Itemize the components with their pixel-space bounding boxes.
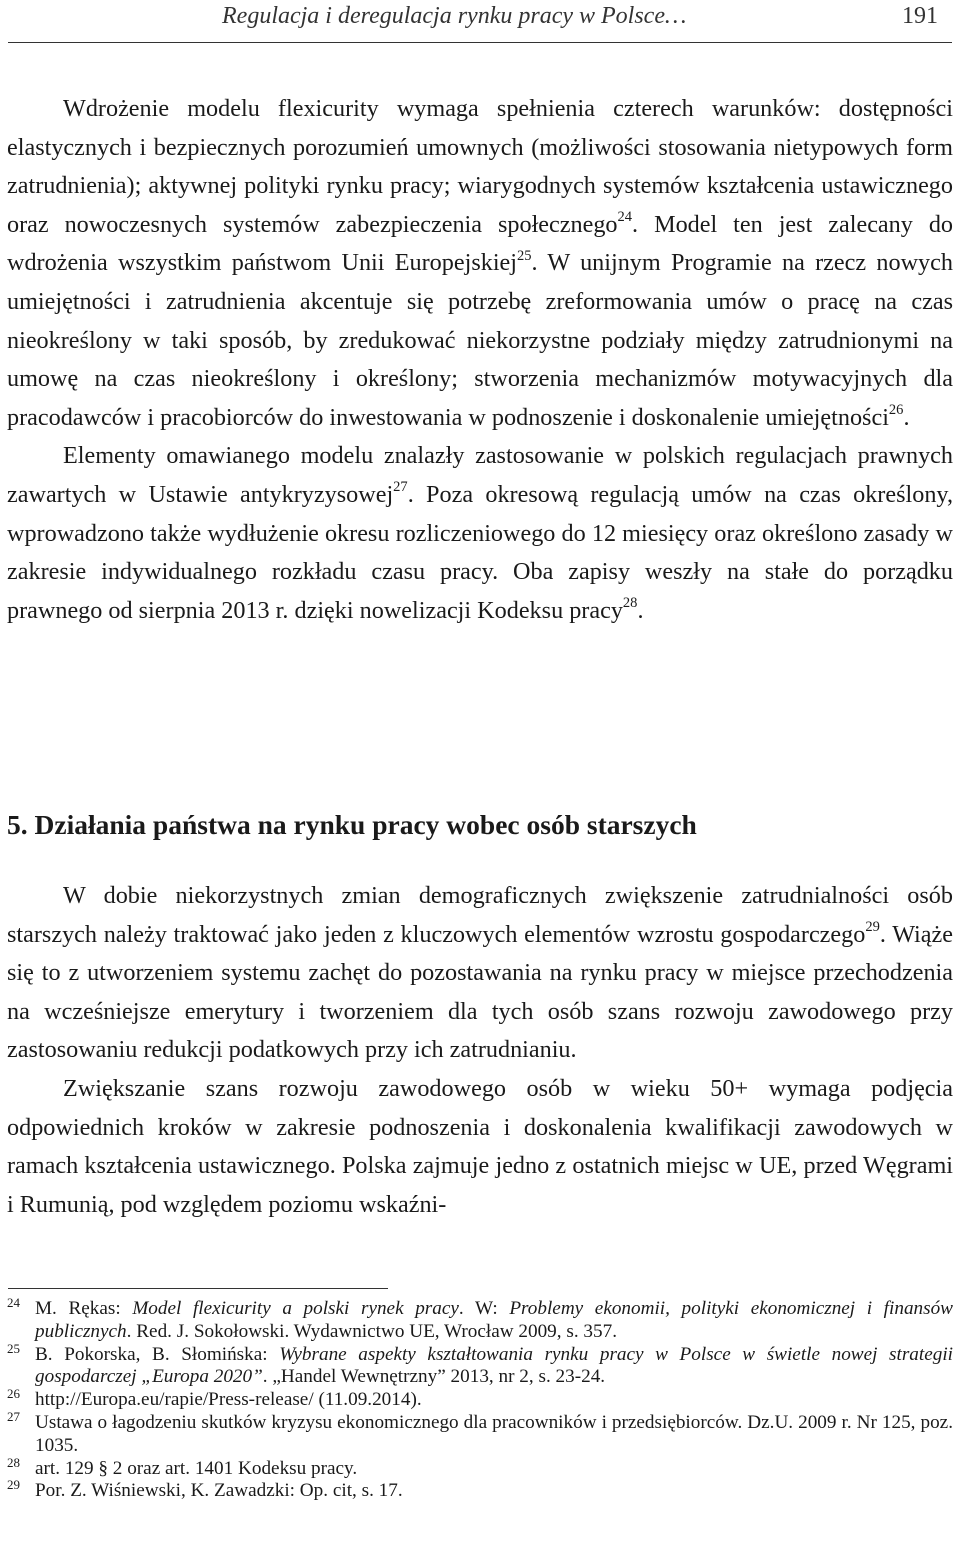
footnote-number: 26 [7,1386,20,1402]
body-text-block [7,877,953,1224]
footnote-number: 29 [7,1477,20,1493]
footnote-ref-29[interactable]: 29 [865,919,880,936]
footnote-number: 27 [7,1408,20,1424]
footnote-title: Model flexicurity a polski rynek pracy [132,1298,459,1319]
paragraph [7,437,953,630]
footnote-divider [8,1288,388,1289]
text-run: Elementy omawianego modelu znalazły zastosowanie w polskich regulacjach prawnych zawartych w Ustawie antykryzysowej [7,442,953,508]
footnote-27 [0,1408,953,1458]
text-run: . Poza okresową regulacją umów na czas określony, wprowadzono także wydłużenie okresu rozliczeniowego do 12 miesięcy oraz określono zasady w zakresie indywidualnego rozkładu czasu pracy. Oba zapisy weszły na stałe do porządku prawnego od sierpnia 2013 r. dzięki nowelizacji Kodeksu pracy [7,480,953,624]
footnote-number: 24 [7,1295,20,1310]
body-text-block [7,90,953,630]
footnote-ref-27[interactable]: 27 [393,479,408,496]
text-run: . Model ten jest zalecany do wdrożenia wszystkim państwom Unii Europejskiej [7,210,954,277]
page-number: 191 [902,3,938,29]
footnote-number: 28 [7,1454,20,1470]
running-title: Regulacja i deregulacja rynku pracy w Polsce… [222,3,687,29]
footnote-ref-25[interactable]: 25 [517,247,532,264]
running-header [8,0,952,43]
section-heading: 5. Działania państwa na rynku pracy wobec osób starszych [7,809,697,840]
footnote-text: art. 129 § 2 oraz art. 1401 Kodeksu pracy. [35,1457,358,1479]
footnote-title: Wybrane aspekty kształtowania rynku pracy w Polsce w świetle nowej strategii gospodarczej „Europa 2020” [35,1343,954,1388]
paragraph [7,877,953,1070]
footnote-text: M. Rękas: [35,1298,133,1319]
text-run: . Wiąże się to z utworzeniem systemu zachęt do pozostawania na rynku pracy w miejsce przechodzenia na wcześniejsze emerytury i tworzeniem dla tych osób szans rozwoju zawodowego przy zastosowaniu redukcji podatkowych przy ich zatrudnianiu. [7,920,953,1064]
paragraph [7,1070,953,1224]
text-run: . [903,403,910,431]
footnote-28 [0,1454,953,1481]
footnote-number: 25 [7,1340,20,1356]
footnote-link[interactable]: http://Europa.eu/rapie/Press-release/ (11.09.2014). [35,1389,422,1411]
text-run: Wdrożenie modelu flexicurity wymaga spełnienia czterech warunków: dostępności elastycznych i bezpiecznych porozumień umownych (możliwości stosowania nietypowych form zatrudnienia); aktywnej polityki rynku pracy; wiarygodnych systemów kształcenia ustawicznego oraz nowoczesnych systemów zabezpieczenia społecznego [7,95,953,238]
footnote-ref-24[interactable]: 24 [617,209,633,226]
paragraph [7,90,953,437]
text-run: W dobie niekorzystnych zmian demograficznych zwiększenie zatrudnialności osób starszych należy traktować jako jeden z kluczowych elementów wzrostu gospodarczego [7,882,953,948]
footnote-24 [0,1295,953,1344]
footnote-text: . Red. J. Sokołowski. Wydawnictwo UE, Wrocław 2009, s. 357. [126,1320,617,1342]
footnote-ref-28[interactable]: 28 [622,595,638,612]
footnote-text: Por. Z. Wiśniewski, K. Zawadzki: Op. cit, s. 17. [35,1480,403,1502]
text-run: Zwiększanie szans rozwoju zawodowego osób w wieku 50+ wymaga podjęcia odpowiednich kroków w zakresie podnoszenia i doskonalenia kwalifikacji zawodowych w ramach kształcenia ustawicznego. Polska zajmuje jedno z ostatnich miejsc w UE, przed Węgrami i Rumunią, pod względem poziomu wskaźni- [7,1074,953,1218]
footnote-ref-26[interactable]: 26 [888,402,904,419]
footnote-text: Ustawa o łagodzeniu skutków kryzysu ekonomicznego dla pracowników i przedsiębiorców. Dz.U. 2009 r. Nr 125, poz. 1035. [35,1411,953,1456]
text-run: . W unijnym Programie na rzecz nowych umiejętności i zatrudnienia akcentuje się potrzebę zreformowania umów o pracę na czas nieokreślony w taki sposób, by zredukować niekorzystne podziały między zatrudnionymi na umowę na czas nieokreślony i określony; stworzenia mechanizmów motywacyjnych dla pracodawców i pracobiorców do inwestowania w podnoszenie i doskonalenie umiejętności [7,249,953,431]
footnote-25 [0,1340,954,1390]
footnote-title: Problemy ekonomii, polityki ekonomicznej i finansów publicznych [35,1298,953,1342]
footnote-29 [0,1477,953,1503]
text-run: . [637,596,644,624]
footnote-26 [0,1386,953,1412]
footnote-text: . W: [458,1298,510,1319]
footnote-text: B. Pokorska, B. Słomińska: [35,1343,280,1365]
footnote-text: . „Handel Wewnętrzny” 2013, nr 2, s. 23-24. [262,1366,606,1388]
footnotes [0,1295,960,1503]
